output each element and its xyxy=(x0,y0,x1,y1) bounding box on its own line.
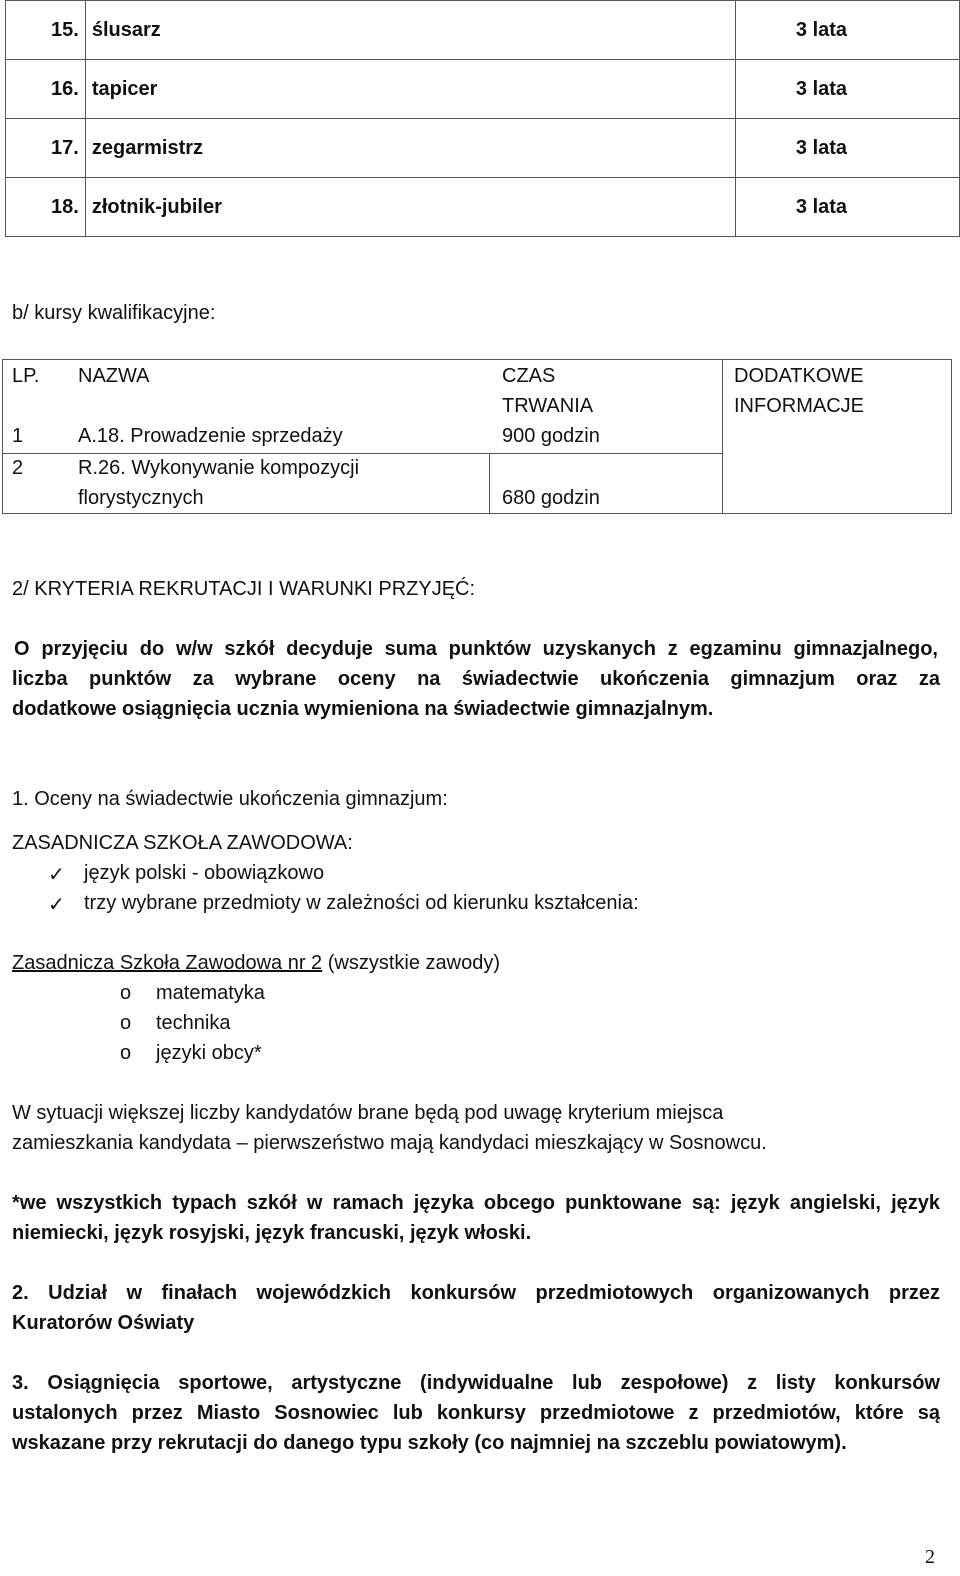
school-note: (wszystkie zawody) xyxy=(327,952,500,974)
course-name: A.18. Prowadzenie sprzedaży xyxy=(78,425,343,447)
header-time-line1: CZAS xyxy=(502,365,556,387)
languages-line-1: *we wszystkich typach szkół w ramach języka obcego punktowane są: język angielski, język xyxy=(12,1192,940,1214)
header-name: NAZWA xyxy=(78,365,150,387)
course-lp: 1 xyxy=(12,425,24,447)
school-line xyxy=(12,952,500,975)
subject-item: języki obcy* xyxy=(156,1042,262,1064)
table-row xyxy=(6,60,960,119)
row-number: 16. xyxy=(6,60,86,119)
row-number: 18. xyxy=(6,178,86,237)
intro-line-1: O przyjęciu do w/w szkół decyduje suma punktów uzyskanych z egzaminu gimnazjalnego, xyxy=(14,638,938,660)
point2-line-2: Kuratorów Oświaty xyxy=(12,1312,195,1334)
course-time: 900 godzin xyxy=(502,425,600,447)
bullet-icon: o xyxy=(120,1042,132,1064)
course-name-line1: R.26. Wykonywanie kompozycji xyxy=(78,457,360,479)
header-lp: LP. xyxy=(12,365,40,387)
check-item: język polski - obowiązkowo xyxy=(84,862,325,884)
course-time: 680 godzin xyxy=(502,487,600,509)
intro-line-2: liczba punktów za wybrane oceny na świadectwie ukończenia gimnazjum oraz za xyxy=(12,668,940,690)
criteria-heading: 2/ KRYTERIA REKRUTACJI I WARUNKI PRZYJĘĆ: xyxy=(12,578,476,600)
course-lp: 2 xyxy=(12,457,24,479)
subject-item: matematyka xyxy=(156,982,265,1004)
point3-line-1: 3. Osiągnięcia sportowe, artystyczne (indywidualne lub zespołowe) z listy konkursów xyxy=(12,1372,940,1394)
profession-name: zegarmistrz xyxy=(85,119,735,178)
situation-line-2: zamieszkania kandydata – pierwszeństwo mają kandydaci mieszkający w Sosnowcu. xyxy=(12,1132,767,1154)
checkmark-icon: ✓ xyxy=(48,894,65,916)
table-row xyxy=(6,119,960,178)
intro-line-3: dodatkowe osiągnięcia ucznia wymieniona na świadectwie gimnazjalnym. xyxy=(12,698,714,720)
page-number: 2 xyxy=(925,1546,935,1568)
row-number: 15. xyxy=(6,1,86,60)
row-number: 17. xyxy=(6,119,86,178)
bullet-icon: o xyxy=(120,982,132,1004)
bullet-icon: o xyxy=(120,1012,132,1034)
duration: 3 lata xyxy=(735,1,959,60)
header-time-line2: TRWANIA xyxy=(502,395,594,417)
school-type: ZASADNICZA SZKOŁA ZAWODOWA: xyxy=(12,832,353,854)
professions-table xyxy=(5,0,960,237)
duration: 3 lata xyxy=(735,178,959,237)
profession-name: złotnik-jubiler xyxy=(85,178,735,237)
table-row xyxy=(6,178,960,237)
header-extra-line1: DODATKOWE xyxy=(734,365,864,387)
school-name: Zasadnicza Szkoła Zawodowa nr 2 xyxy=(12,952,323,974)
checkmark-icon: ✓ xyxy=(48,864,65,886)
point3-line-2: ustalonych przez Miasto Sosnowiec lub konkursy przedmiotowe z przedmiotów, które są xyxy=(12,1402,940,1424)
course-name-line2: florystycznych xyxy=(78,487,204,509)
point2-line-1: 2. Udział w finałach wojewódzkich konkursów przedmiotowych organizowanych przez xyxy=(12,1282,940,1304)
profession-name: ślusarz xyxy=(85,1,735,60)
profession-name: tapicer xyxy=(85,60,735,119)
courses-heading: b/ kursy kwalifikacyjne: xyxy=(12,302,216,324)
situation-line-1: W sytuacji większej liczby kandydatów brane będą pod uwagę kryterium miejsca xyxy=(12,1102,724,1124)
table-row xyxy=(6,1,960,60)
languages-line-2: niemiecki, język rosyjski, język francuski, język włoski. xyxy=(12,1222,532,1244)
duration: 3 lata xyxy=(735,119,959,178)
grades-heading: 1. Oceny na świadectwie ukończenia gimnazjum: xyxy=(12,788,448,810)
check-item: trzy wybrane przedmioty w zależności od kierunku kształcenia: xyxy=(84,892,639,914)
duration: 3 lata xyxy=(735,60,959,119)
header-extra-line2: INFORMACJE xyxy=(734,395,864,417)
subject-item: technika xyxy=(156,1012,231,1034)
point3-line-3: wskazane przy rekrutacji do danego typu szkoły (co najmniej na szczeblu powiatowym). xyxy=(12,1432,847,1454)
